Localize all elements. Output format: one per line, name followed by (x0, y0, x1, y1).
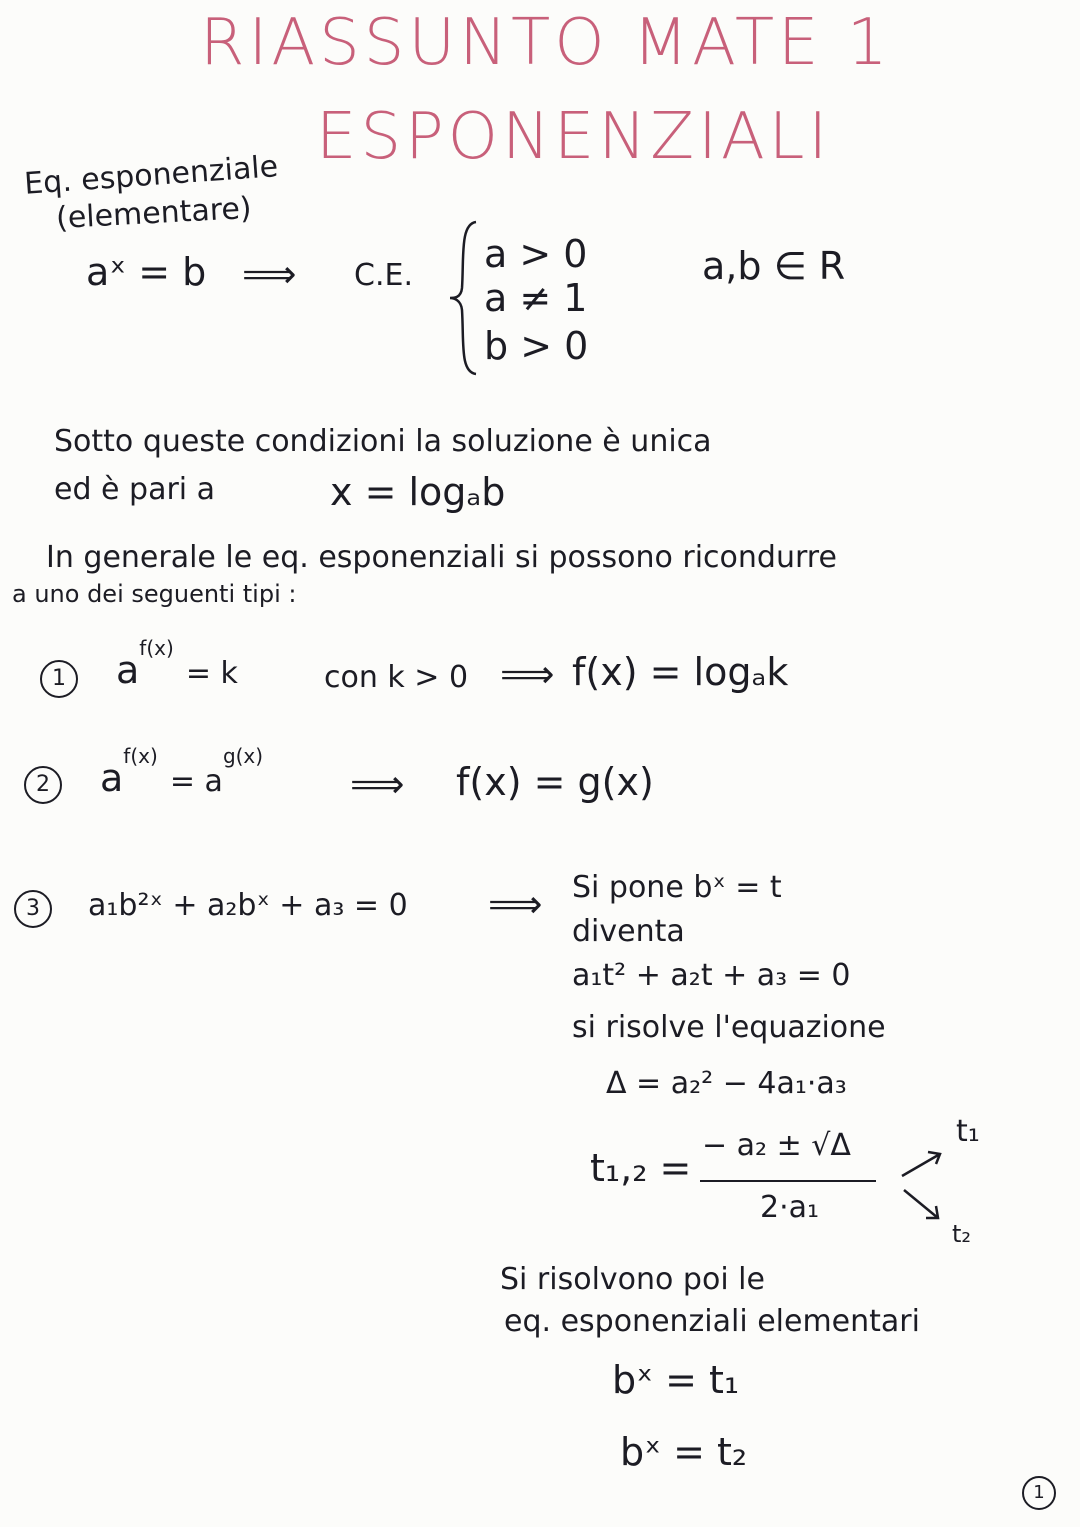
solution-line-2: ed è pari a (54, 472, 216, 507)
general-line-1: In generale le eq. esponenziali si possono ricondurre (46, 540, 837, 575)
intro-label-1: Eq. esponenziale (23, 149, 280, 202)
case-1-lhs (116, 636, 238, 692)
elementary-equation: aˣ = b (86, 250, 207, 294)
case-1-condition: con k > 0 (324, 660, 469, 695)
intro-label-2: (elementare) (55, 190, 253, 237)
case-2-base: a (100, 756, 124, 800)
case-1-rhs: = k (185, 656, 238, 691)
case-1-number (40, 660, 78, 698)
case-2-badge: 2 (24, 766, 62, 804)
title-line-2: ESPONENZIALI (316, 100, 832, 174)
final-line-2: eq. esponenziali elementari (504, 1304, 920, 1339)
case-1-badge: 1 (40, 660, 78, 698)
case-2-arrow: ⟹ (350, 762, 405, 806)
case-2-right-exponent: g(x) (222, 744, 264, 769)
domain-note: a,b ∈ R (702, 244, 846, 288)
case-1-arrow: ⟹ (500, 652, 555, 696)
page-number-label: 1 (1022, 1476, 1056, 1510)
fraction-line (700, 1180, 876, 1182)
general-line-2: a uno dei seguenti tipi : (12, 580, 297, 608)
page-number (1022, 1476, 1056, 1510)
final-line-1: Si risolvono poi le (500, 1262, 765, 1297)
condition-2: a ≠ 1 (484, 276, 588, 320)
brace-icon (446, 218, 482, 378)
case-3-equation: a₁b²ˣ + a₂bˣ + a₃ = 0 (88, 888, 408, 923)
case-3-denominator: 2·a₁ (760, 1190, 820, 1225)
case-3-step-3: a₁t² + a₂t + a₃ = 0 (572, 958, 851, 993)
case-1-result: f(x) = logₐk (572, 650, 789, 694)
case-1-base: a (116, 648, 140, 692)
ce-label: C.E. (354, 258, 413, 293)
case-3-t1: t₁ (956, 1114, 980, 1149)
case-2-lhs (100, 744, 264, 800)
case-3-badge: 3 (14, 890, 52, 928)
case-3-step-4: si risolve l'equazione (572, 1010, 886, 1045)
final-equation-2: bˣ = t₂ (620, 1430, 748, 1474)
case-3-step-2: diventa (572, 914, 685, 949)
title-line-1: RIASSUNTO MATE 1 (200, 6, 892, 80)
case-3-delta: Δ = a₂² − 4a₁·a₃ (606, 1066, 847, 1101)
case-3-number (14, 890, 52, 928)
case-1-exponent: f(x) (139, 636, 174, 661)
case-3-numerator: − a₂ ± √Δ (702, 1128, 851, 1163)
solution-formula: x = logₐb (330, 470, 506, 514)
case-2-left-exponent: f(x) (123, 744, 158, 769)
case-3-t2: t₂ (952, 1220, 972, 1248)
condition-1: a > 0 (484, 232, 588, 276)
solution-line-1: Sotto queste condizioni la soluzione è unica (54, 424, 712, 459)
case-3-t-label: t₁,₂ = (590, 1146, 692, 1190)
case-2-result: f(x) = g(x) (456, 760, 654, 804)
final-equation-1: bˣ = t₁ (612, 1358, 740, 1402)
case-2-number (24, 766, 62, 804)
case-3-arrow: ⟹ (488, 882, 543, 926)
condition-3: b > 0 (484, 324, 589, 368)
case-2-eq: = a (169, 764, 223, 799)
case-3-step-1: Si pone bˣ = t (572, 870, 782, 905)
implies-arrow: ⟹ (242, 252, 297, 296)
